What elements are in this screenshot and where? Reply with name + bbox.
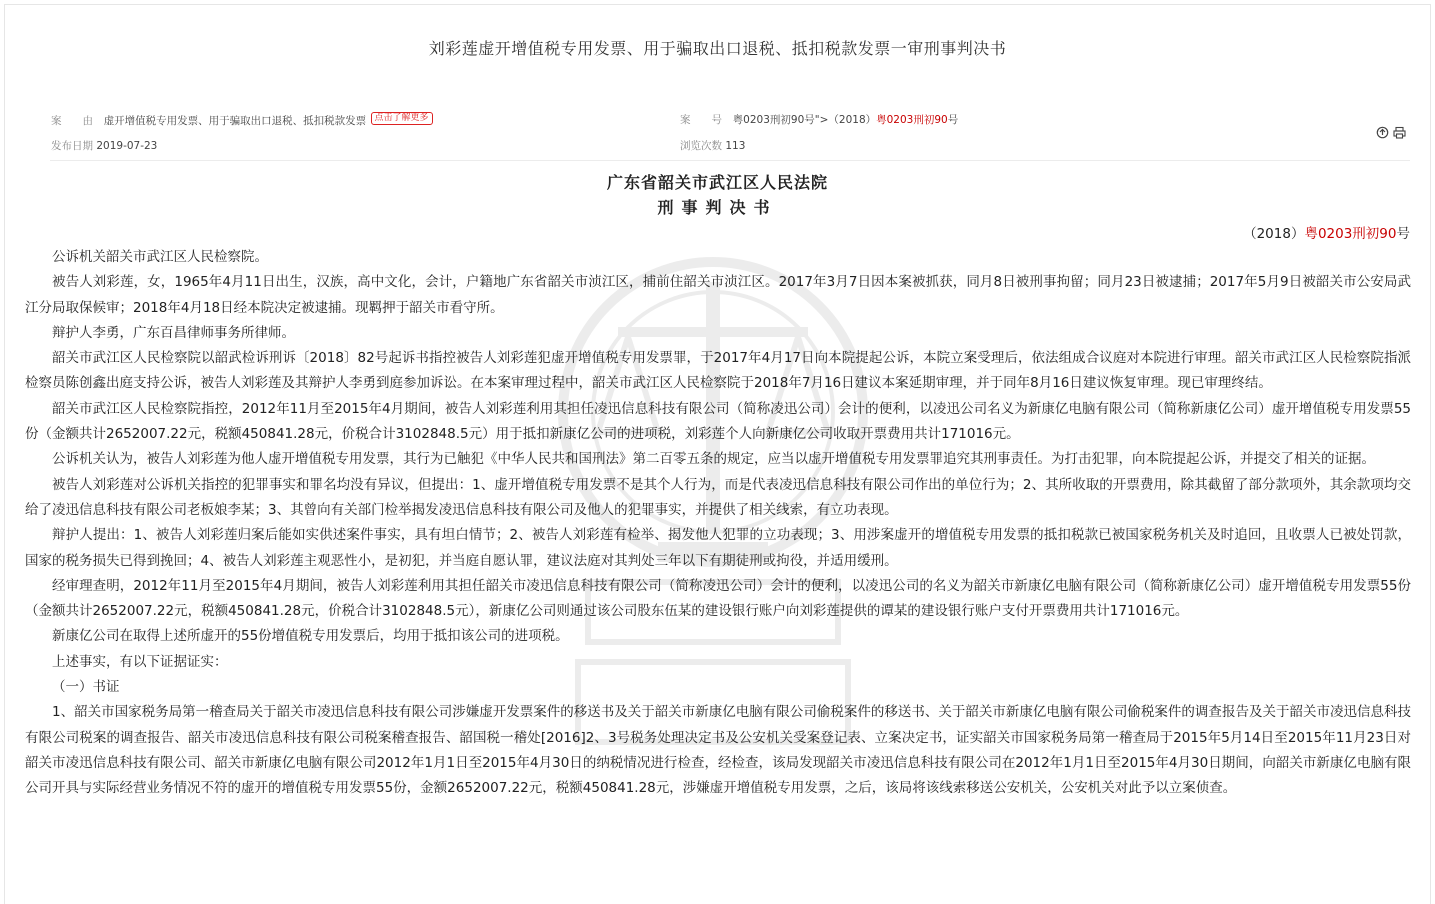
page-title: 刘彩莲虚开增值税专用发票、用于骗取出口退税、抵扣税款发票一审刑事判决书 [428,39,1007,58]
paragraph: 辩护人李勇，广东百昌律师事务所律师。 [52,324,295,341]
header-divider [50,160,1410,161]
paragraph: 辩护人提出：1、被告人刘彩莲归案后能如实供述案件事实，具有坦白情节；2、被告人刘彩莲有检举、揭发他人犯罪的立功表现；3、用涉案虚开的增值税专用发票的抵扣税款已被国家税务机关及时追回，且收票人已被处罚款，国家的税务损失已得到挽回；4、被告人刘彩莲主观恶性小，是初犯，并当庭自愿认罪，建议法庭对其判处三年以下有期徒刑或拘役，并适用缓刑。 [25,527,1411,569]
document-case-number-prefix: （2018） [1243,226,1305,242]
paragraph: 公诉机关韶关市武江区人民检察院。 [52,249,268,265]
paragraph: 韶关市武江区人民检察院以韶武检诉刑诉〔2018〕82号起诉书指控被告人刘彩莲犯虚开增值税专用发票罪，于2017年4月17日向本院提起公诉，本院立案受理后，依法组成合议庭对本院进行审理。韶关市武江区人民检察院指派检察员陈创鑫出庭支持公诉，被告人刘彩莲及其辩护人李勇到庭参加诉讼。在本案审理过程中，韶关市武江区人民检察院于2018年7月16日建议本案延期审理，并于同年8月16日建议恢复审理。现已审理终结。 [25,350,1411,392]
paragraph: 韶关市武江区人民检察院指控，2012年11月至2015年4月期间，被告人刘彩莲利用其担任凌迅信息科技有限公司（简称凌迅公司）会计的便利，以凌迅公司名义为新康亿电脑有限公司（简称新康亿公司）虚开增值税专用发票55份（金额共计2652007.22元，税额450841.28元，价税合计3102848.5元）用于抵扣新康亿公司的进项税，刘彩莲个人向新康亿公司收取开票费用共计171016元。 [25,400,1411,443]
paragraph: 公诉机关认为，被告人刘彩莲为他人虚开增值税专用发票，其行为已触犯《中华人民共和国刑法》第二百零五条的规定，应当以虚开增值税专用发票罪追究其刑事责任。为打击犯罪，向本院提起公诉，并提交了相关的证据。 [52,451,1375,468]
paragraph: （一）书证 [52,679,120,696]
document-type: 刑事判决书 [657,198,778,217]
paragraph: 经审理查明，2012年11月至2015年4月期间，被告人刘彩莲利用其担任韶关市凌迅信息科技有限公司（简称凌迅公司）会计的便利，以凌迅公司的名义为韶关市新康亿电脑有限公司（简称新康亿公司）虚开增值税专用发票55份（金额共计2652007.22元，税额450841.28元，价税合计3102848.5元），新康亿公司则通过该公司股东伍某的建设银行账户向刘彩莲提供的谭某的建设银行账户支付开票费用共计171016元。 [25,577,1411,620]
document-case-number [1243,222,1410,242]
case-number [680,112,958,127]
document-case-number-suffix: 号 [1396,226,1410,242]
view-count-label: 浏览次数 [680,140,722,152]
case-number-prefix: 粤0203刑初90号">（2018） [732,114,877,126]
collect-icon[interactable] [1376,124,1389,137]
paragraph: 被告人刘彩莲对公诉机关指控的犯罪事实和罪名均没有异议，但提出：1、虚开增值税专用发票不是其个人行为，而是代表凌迅信息科技有限公司作出的单位行为；2、其所收取的开票费用，除其截留了部分款项外，其余款项均交给了凌迅信息科技有限公司老板娘李某；3、其曾向有关部门检举揭发凌迅信息科技有限公司及他人的犯罪事实，并提供了相关线索，有立功表现。 [25,476,1411,518]
view-count-value: 113 [725,140,746,152]
case-cause-value: 虚开增值税专用发票、用于骗取出口退税、抵扣税款发票 [103,115,367,127]
paragraph: 被告人刘彩莲，女，1965年4月11日出生，汉族，高中文化，会计，户籍地广东省韶关市浈江区，捕前住韶关市浈江区。2017年3月7日因本案被抓获，同月8日被刑事拘留；同月23日被逮捕；2017年5月9日被韶关市公安局武江分局取保候审；2018年4月18日经本院决定被逮捕。现羁押于韶关市看守所。 [25,274,1411,316]
paragraph: 1、韶关市国家税务局第一稽查局关于韶关市凌迅信息科技有限公司涉嫌虚开发票案件的移送书及关于韶关市新康亿电脑有限公司偷税案件的移送书、关于韶关市新康亿电脑有限公司偷税案件的调查报告及关于韶关市凌迅信息科技有限公司税案的调查报告、韶关市凌迅信息科技有限公司税案稽查报告、韶国税一稽处[2016]2、3号税务处理决定书及公安机关受案登记表、立案决定书，证实韶关市国家税务局第一稽查局于2015年5月14日至2015年11月23日对韶关市凌迅信息科技有限公司、韶关市新康亿电脑有限公司2012年1月1日至2015年4月30日的纳税情况进行检查，经检查，该局发现韶关市凌迅信息科技有限公司在2012年1月1日至2015年4月30日期间，向韶关市新康亿电脑有限公司开具与实际经营业务情况不符的虚开的增值税专用发票55份，金额2652007.22元，税额450841.28元，涉嫌虚开增值税专用发票，之后，该局将该线索移送公安机关，公安机关对此予以立案侦查。 [25,704,1411,797]
print-icon[interactable] [1393,124,1406,137]
publish-date [51,138,157,153]
paragraph: 上述事实，有以下证据证实： [52,653,228,670]
case-number-link[interactable]: 粤0203刑初90 [876,114,948,126]
case-number-label: 案 号 [680,114,722,126]
document-case-number-link[interactable]: 粤0203刑初90 [1304,226,1397,242]
document-body [25,245,1411,802]
court-name: 广东省韶关市武江区人民法院 [606,173,828,192]
publish-date-value: 2019-07-23 [96,140,158,152]
paragraph: 新康亿公司在取得上述所虚开的55份增值税专用发票后，均用于抵扣该公司的进项税。 [52,628,569,645]
learn-more-badge[interactable]: 点击了解更多 [371,112,433,125]
case-number-suffix: 号 [947,114,959,126]
toolbar [1376,124,1406,137]
view-count [680,138,745,153]
case-cause-label: 案 由 [51,115,93,127]
publish-date-label: 发布日期 [51,140,93,152]
case-cause [51,112,433,128]
